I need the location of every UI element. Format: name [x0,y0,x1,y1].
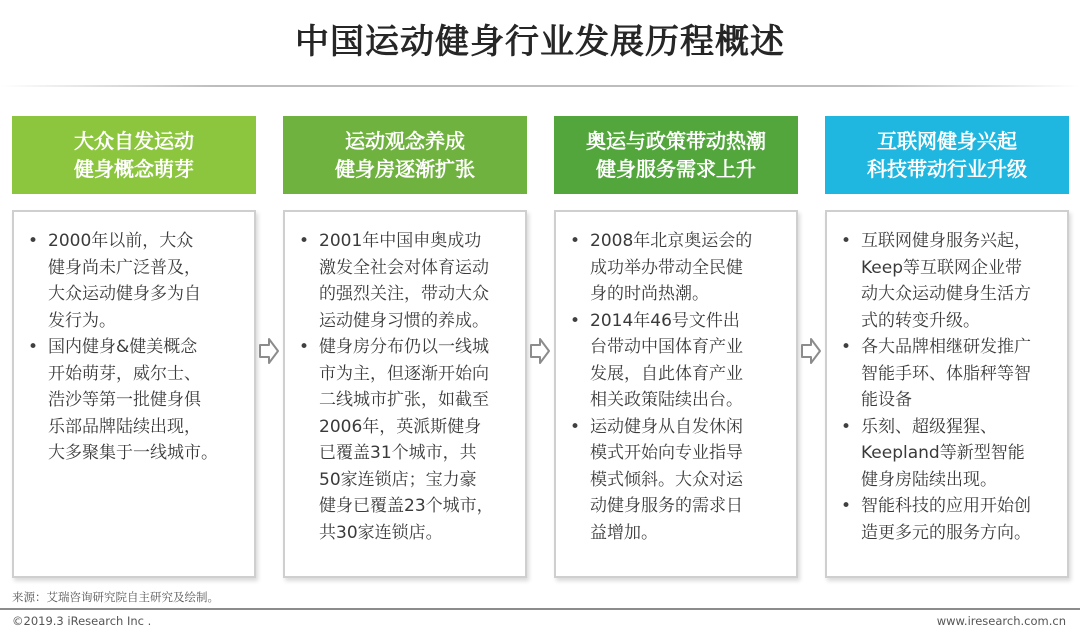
bullet-line: 相关政策陆续出台。 [590,390,743,410]
title-divider [0,85,1080,87]
bullet-dot-icon: • [570,231,581,251]
bullet-line: 2008年北京奥运会的 [590,231,753,251]
bullet-dot-icon: • [28,231,39,251]
bullet-line: 健身已覆盖23个城市， [319,496,494,516]
stage-3-header [554,116,798,194]
bullet-line: Keepland等新型智能 [861,443,1025,463]
stage-4-header [825,116,1069,194]
bullet-line: 智能手环、体脂秤等智 [861,363,1031,384]
stage-1-header-line2: 健身概念萌芽 [74,157,194,181]
bullet-dot-icon: • [28,337,39,357]
bullet-line: 动健身服务的需求日 [590,496,743,516]
bullet-line: 浩沙等第一批健身俱 [48,390,201,410]
footer-divider [0,608,1080,610]
bullet-item [26,228,244,334]
bullet-line: 市为主，但逐渐开始向 [319,363,489,384]
bullet-dot-icon: • [841,496,852,516]
bullet-item [568,414,786,547]
bullet-line: 二线城市扩张，如截至 [319,390,489,410]
bullet-line: 式的转变升级。 [861,310,980,331]
bullet-item [297,334,515,546]
bullet-line: 运动健身从自发休闲 [590,416,743,437]
bullet-line: 健身尚未广泛普及， [48,257,201,278]
bullet-line: 模式倾斜。大众对运 [590,469,743,490]
bullet-item [297,228,515,334]
bullet-line: 互联网健身服务兴起， [861,231,1031,251]
bullet-dot-icon: • [299,231,310,251]
bullet-dot-icon: • [299,337,310,357]
bullet-line: 大多聚集于一线城市。 [48,443,218,463]
stage-4-header-line2: 科技带动行业升级 [867,157,1027,181]
bullet-line: 发行为。 [48,310,116,331]
bullet-line: 共30家连锁店。 [319,522,443,543]
stage-1-card [12,210,256,578]
stage-3-header-line1: 奥运与政策带动热潮 [586,129,766,153]
bullet-line: 开始萌芽，威尔士、 [48,363,201,384]
stage-2-card [283,210,527,578]
arrow-right-icon [258,336,280,366]
website-link[interactable]: www.iresearch.com.cn [936,614,1066,628]
bullet-line: 各大品牌相继研发推广 [861,337,1031,357]
stage-3-card [554,210,798,578]
bullet-line: 益增加。 [590,522,658,543]
bullet-line: Keep等互联网企业带 [861,257,1023,278]
bullet-line: 的强烈关注，带动大众 [319,284,489,304]
bullet-line: 2001年中国申奥成功 [319,231,482,251]
copyright-text: ©2019.3 iResearch Inc . [12,614,152,628]
bullet-line: 乐刻、超级猩猩、 [861,416,997,437]
bullet-line: 国内健身&健美概念 [48,337,198,357]
bullet-item [568,228,786,308]
bullet-line: 2014年46号文件出 [590,310,740,331]
stage-2-header-line2: 健身房逐渐扩张 [335,157,475,181]
stage-2-header [283,116,527,194]
bullet-dot-icon: • [841,231,852,251]
stage-3-header-line2: 健身服务需求上升 [596,157,756,181]
bullet-line: 乐部品牌陆续出现， [48,416,201,437]
bullet-dot-icon: • [841,337,852,357]
bullet-line: 大众运动健身多为自 [48,284,201,304]
bullet-dot-icon: • [841,416,852,437]
arrow-right-icon [529,336,551,366]
bullet-line: 成功举办带动全民健 [590,257,743,278]
bullet-item [568,308,786,414]
arrow-right-icon [800,336,822,366]
bullet-line: 能设备 [861,390,912,410]
stage-2-header-line1: 运动观念养成 [345,129,465,153]
stage-1-header [12,116,256,194]
bullet-line: 已覆盖31个城市，共 [319,443,477,463]
bullet-line: 运动健身习惯的养成。 [319,310,489,331]
bullet-line: 造更多元的服务方向。 [861,522,1031,543]
bullet-item [839,228,1057,334]
page-title: 中国运动健身行业发展历程概述 [295,22,785,62]
stage-4-card [825,210,1069,578]
bullet-line: 激发全社会对体育运动 [319,257,489,278]
bullet-item [839,414,1057,494]
bullet-line: 模式开始向专业指导 [590,443,743,463]
bullet-line: 身的时尚热潮。 [590,284,709,304]
bullet-line: 健身房陆续出现。 [861,469,997,490]
bullet-line: 台带动中国体育产业 [590,337,743,357]
bullet-line: 2000年以前，大众 [48,231,194,251]
source-note: 来源：艾瑞咨询研究院自主研究及绘制。 [12,590,219,604]
bullet-line: 健身房分布仍以一线城 [319,337,489,357]
stage-1-header-line1: 大众自发运动 [74,129,194,153]
bullet-item [839,334,1057,414]
bullet-line: 智能科技的应用开始创 [861,496,1031,516]
bullet-item [839,493,1057,546]
bullet-dot-icon: • [570,416,581,437]
bullet-line: 发展，自此体育产业 [590,363,743,384]
bullet-item [26,334,244,467]
bullet-line: 动大众运动健身生活方 [861,284,1031,304]
bullet-dot-icon: • [570,310,581,331]
bullet-line: 2006年，英派斯健身 [319,416,482,437]
stage-4-header-line1: 互联网健身兴起 [877,129,1017,153]
bullet-line: 50家连锁店；宝力豪 [319,469,477,490]
